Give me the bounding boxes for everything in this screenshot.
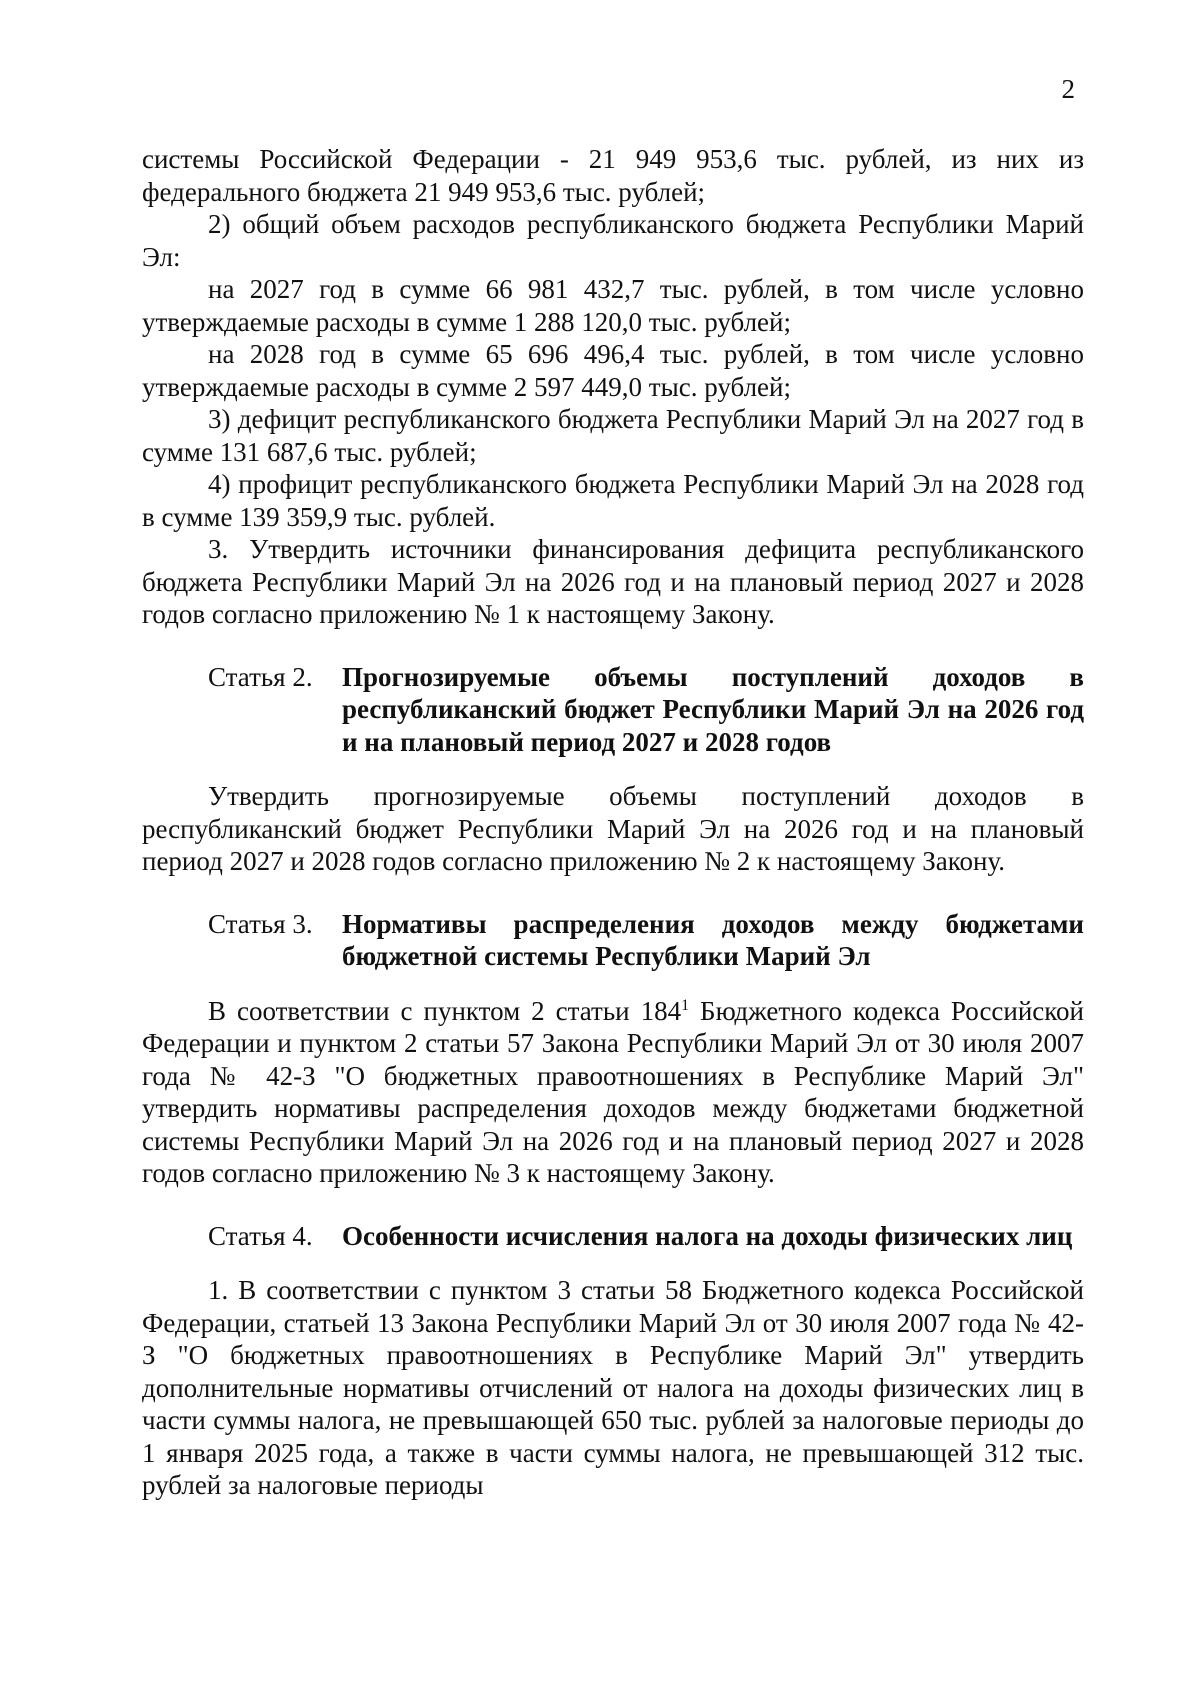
superscript: 1 (681, 996, 690, 1014)
paragraph: на 2028 год в сумме 65 696 496,4 тыс. рублей, в том числе условно утверждаемые расходы в сумме 2 597 449,0 тыс. рублей; (142, 339, 1084, 402)
article-3-text-start: В соответствии с пунктом 2 статьи 184 (208, 995, 682, 1026)
article-3-text-end: Бюджетного кодекса Российской Федерации и пунктом 2 статьи 57 Закона Республики Марий Эл от 30 июля 2007 года № 42-З "О бюджетных правоотношениях в Республике Марий Эл" утвердить нормативы распределения доходов между бюджетами бюджетной системы Республики Марий Эл на 2026 год и на плановый период 2027 и 2028 годов согласно приложению № 3 к настоящему Закону. (142, 995, 1084, 1188)
article-2-heading (142, 661, 1084, 759)
article-4-heading (142, 1220, 1084, 1253)
paragraph: на 2027 год в сумме 66 981 432,7 тыс. рублей, в том числе условно утверждаемые расходы в сумме 1 288 120,0 тыс. рублей; (142, 274, 1084, 337)
page-number: 2 (1061, 74, 1075, 104)
article-2-text: Утвердить прогнозируемые объемы поступлений доходов в республиканский бюджет Республики Марий Эл на 2026 год и на плановый период 2027 и 2028 годов согласно приложению № 2 к настоящему Закону. (142, 781, 1084, 876)
paragraph: 4) профицит республиканского бюджета Республики Марий Эл на 2028 год в сумме 139 359,9 тыс. рублей. (142, 469, 1084, 532)
document-body (142, 143, 1084, 1502)
article-4-text: 1. В соответствии с пунктом 3 статьи 58 Бюджетного кодекса Российской Федерации, статьей 13 Закона Республики Марий Эл от 30 июля 2007 года № 42-З "О бюджетных правоотношениях в Республике Марий Эл" утвердить дополнительные нормативы отчислений от налога на доходы физических лиц в части суммы налога, не превышающей 650 тыс. рублей за налоговые периоды до 1 января 2025 года, а также в части суммы налога, не превышающей 312 тыс. рублей за налоговые периоды (142, 1275, 1084, 1500)
paragraph: 2) общий объем расходов республиканского бюджета Республики Марий Эл: (142, 209, 1084, 272)
article-label: Статья 2. (208, 661, 313, 692)
article-3-text (142, 995, 1084, 1190)
paragraph: 3) дефицит республиканского бюджета Республики Марий Эл на 2027 год в сумме 131 687,6 тыс. рублей; (142, 404, 1084, 467)
article-title: Прогнозируемые объемы поступлений доходов в республиканский бюджет Республики Марий Эл на 2026 год и на плановый период 2027 и 2028 годов (342, 661, 1084, 757)
article-title: Особенности исчисления налога на доходы физических лиц (342, 1220, 1073, 1251)
article-label: Статья 3. (208, 908, 313, 939)
paragraph: 3. Утвердить источники финансирования дефицита республиканского бюджета Республики Марий Эл на 2026 год и на плановый период 2027 и 2028 годов согласно приложению № 1 к настоящему Закону. (142, 534, 1084, 629)
article-3-heading (142, 908, 1084, 973)
article-label: Статья 4. (208, 1220, 313, 1251)
paragraph: системы Российской Федерации - 21 949 953,6 тыс. рублей, из них из федерального бюджета 21 949 953,6 тыс. рублей; (142, 144, 1084, 207)
article-title: Нормативы распределения доходов между бюджетами бюджетной системы Республики Марий Эл (342, 908, 1084, 971)
